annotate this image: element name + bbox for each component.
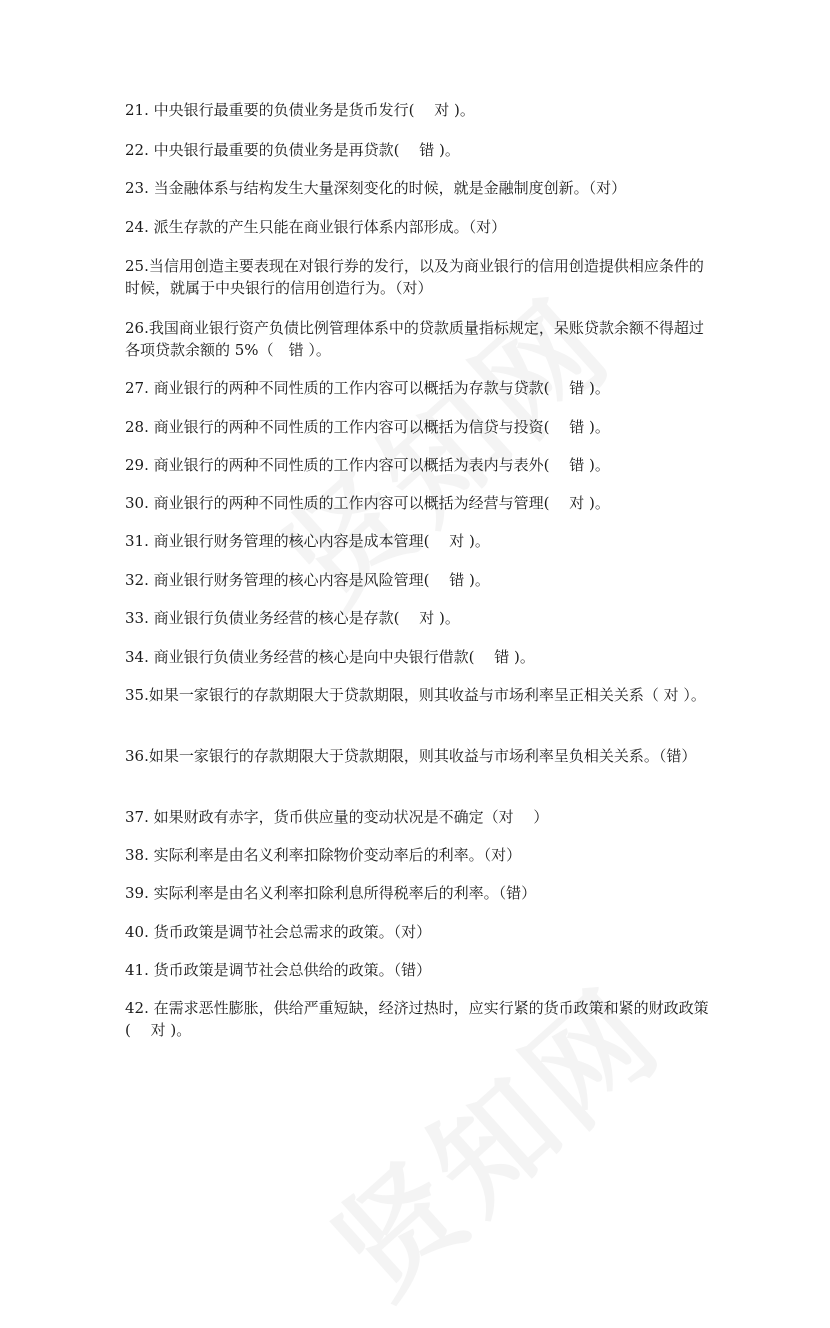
question-36: 36.如果一家银行的存款期限大于贷款期限，则其收益与市场利率呈负相关关系。（错） xyxy=(125,747,697,765)
question-32: 32. 商业银行财务管理的核心内容是风险管理( 错 )。 xyxy=(125,571,490,589)
question-42: 42. 在需求恶性膨胀，供给严重短缺，经济过热时，应实行紧的货币政策和紧的财政政策( 对 )。 xyxy=(125,999,709,1039)
question-21: 21. 中央银行最重要的负债业务是货币发行( 对 )。 xyxy=(125,101,475,119)
question-31: 31. 商业银行财务管理的核心内容是成本管理( 对 )。 xyxy=(125,532,490,550)
question-33: 33. 商业银行负债业务经营的核心是存款( 对 )。 xyxy=(125,609,460,627)
question-24: 24. 派生存款的产生只能在商业银行体系内部形成。（对） xyxy=(125,218,507,236)
question-34: 34. 商业银行负债业务经营的核心是向中央银行借款( 错 )。 xyxy=(125,648,535,666)
question-41: 41. 货币政策是调节社会总供给的政策。（错） xyxy=(125,961,432,979)
question-25: 25.当信用创造主要表现在对银行券的发行，以及为商业银行的信用创造提供相应条件的时候，就属于中央银行的信用创造行为。（对） xyxy=(125,257,704,297)
question-29: 29. 商业银行的两种不同性质的工作内容可以概括为表内与表外( 错 )。 xyxy=(125,456,610,474)
question-37: 37. 如果财政有赤字，货币供应量的变动状况是不确定（对 ） xyxy=(125,808,549,826)
question-39: 39. 实际利率是由名义利率扣除利息所得税率后的利率。（错） xyxy=(125,884,537,902)
question-22: 22. 中央银行最重要的负债业务是再贷款( 错 )。 xyxy=(125,141,460,159)
question-26: 26.我国商业银行资产负债比例管理体系中的贷款质量指标规定，呆账贷款余额不得超过各项贷款余额的 5%（ 错 ）。 xyxy=(125,319,704,359)
question-35: 35.如果一家银行的存款期限大于贷款期限，则其收益与市场利率呈正相关关系（ 对 ）。 xyxy=(125,686,706,704)
question-40: 40. 货币政策是调节社会总需求的政策。（对） xyxy=(125,923,432,941)
question-30: 30. 商业银行的两种不同性质的工作内容可以概括为经营与管理( 对 )。 xyxy=(125,494,610,512)
question-23: 23. 当金融体系与结构发生大量深刻变化的时候，就是金融制度创新。（对） xyxy=(125,179,627,197)
question-27: 27. 商业银行的两种不同性质的工作内容可以概括为存款与贷款( 错 )。 xyxy=(125,379,610,397)
question-38: 38. 实际利率是由名义利率扣除物价变动率后的利率。（对） xyxy=(125,846,522,864)
question-28: 28. 商业银行的两种不同性质的工作内容可以概括为信贷与投资( 错 )。 xyxy=(125,418,610,436)
